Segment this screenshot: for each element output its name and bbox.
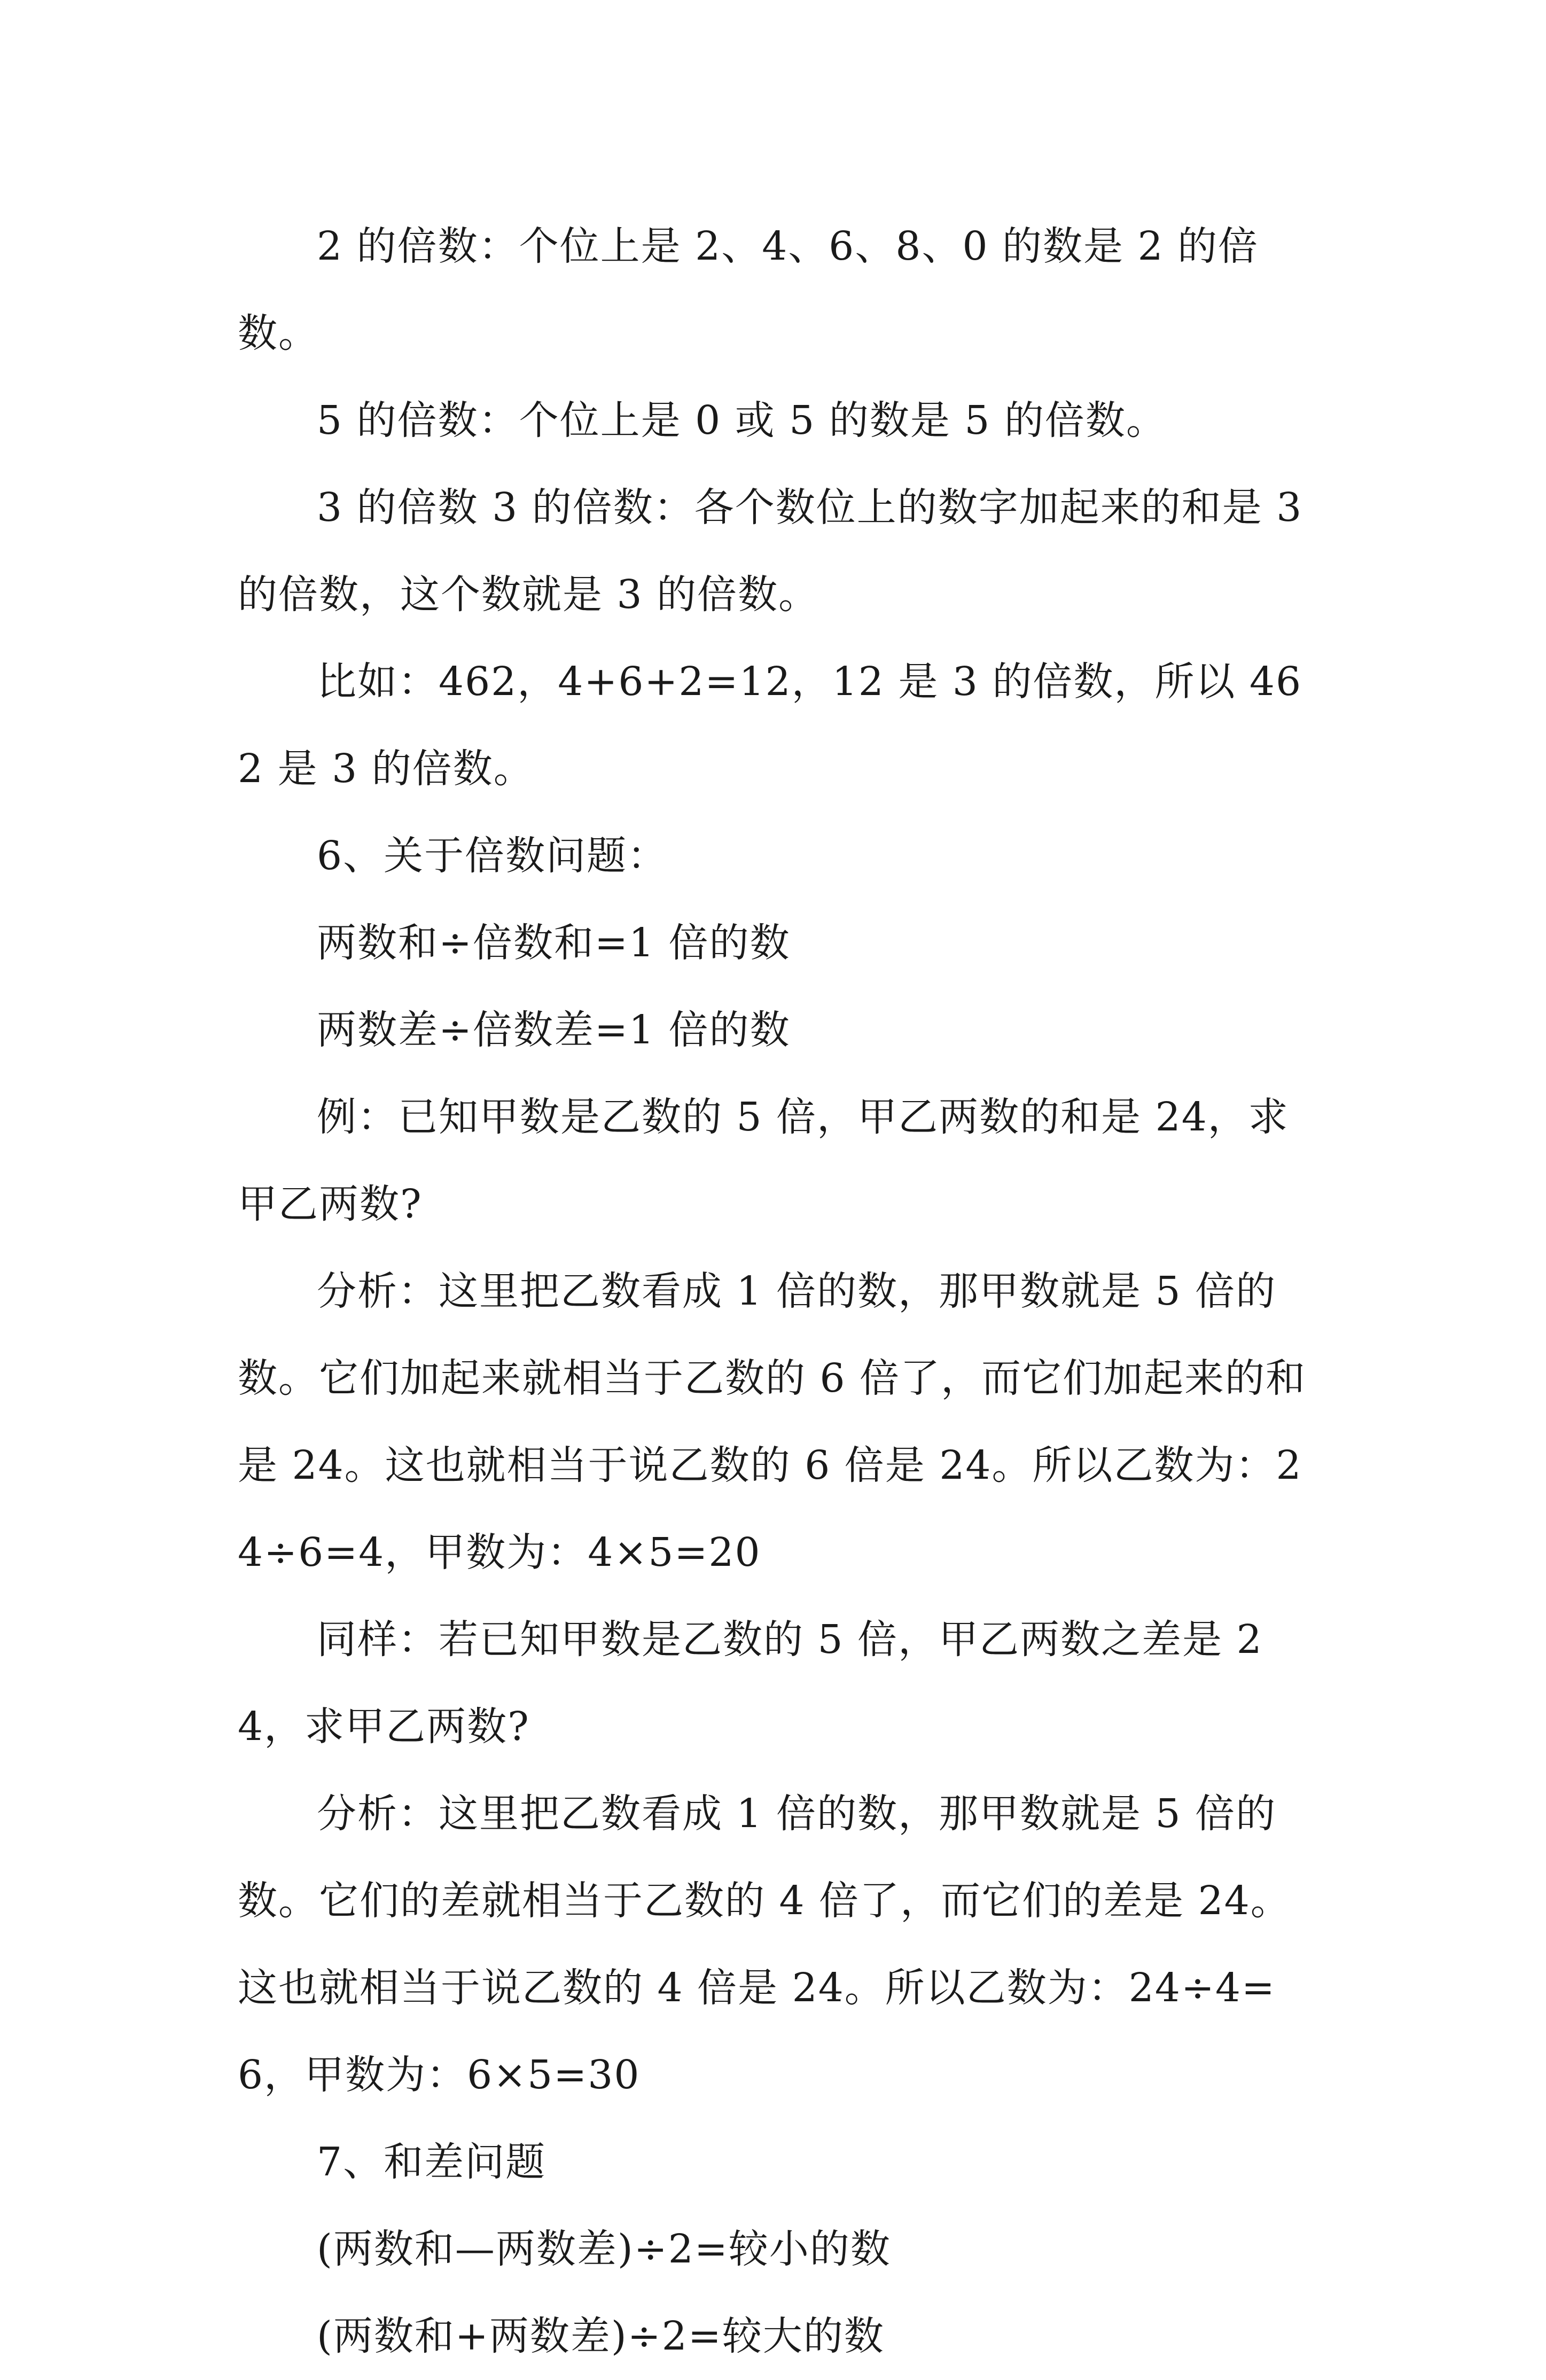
paragraph-multiple-of-5: 5 的倍数：个位上是 0 或 5 的数是 5 的倍数。: [317, 397, 1167, 443]
formula-smaller-number: (两数和—两数差)÷2=较小的数: [317, 2226, 891, 2272]
paragraph-analysis-difference: 分析：这里把乙数看成 1 倍的数，那甲数就是 5 倍的数。它们的差就相当于乙数的 4 倍了，而它们的差是 24。这也就相当于说乙数的 4 倍是 24。所以乙数为：24÷4=6，甲数为：6×5=30: [238, 1791, 1291, 2098]
paragraph-example-462: 比如：462，4+6+2=12，12 是 3 的倍数，所以 462 是 3 的倍数。: [238, 659, 1302, 792]
paragraph-example-question: 例：已知甲数是乙数的 5 倍，甲乙两数的和是 24，求甲乙两数?: [238, 1094, 1289, 1227]
heading-sum-difference-problems: 7、和差问题: [317, 2139, 546, 2185]
formula-sum-multiple: 两数和÷倍数和=1 倍的数: [317, 920, 791, 966]
paragraph-same-question: 同样：若已知甲数是乙数的 5 倍，甲乙两数之差是 24，求甲乙两数?: [238, 1617, 1263, 1750]
formula-difference-multiple: 两数差÷倍数差=1 倍的数: [317, 1007, 791, 1053]
paragraph-multiple-of-3: 3 的倍数 3 的倍数：各个数位上的数字加起来的和是 3 的倍数，这个数就是 3 的倍数。: [238, 485, 1303, 618]
paragraph-multiple-of-2: 2 的倍数：个位上是 2、4、6、8、0 的数是 2 的倍数。: [238, 223, 1259, 356]
formula-larger-number: (两数和+两数差)÷2=较大的数: [317, 2313, 885, 2359]
document-body: [238, 203, 1328, 2380]
paragraph-analysis-sum: 分析：这里把乙数看成 1 倍的数，那甲数就是 5 倍的数。它们加起来就相当于乙数的 6 倍了，而它们加起来的和是 24。这也就相当于说乙数的 6 倍是 24。所以乙数为：24÷6=4，甲数为：4×5=20: [238, 1268, 1307, 1575]
heading-multiple-problems: 6、关于倍数问题：: [317, 833, 668, 879]
